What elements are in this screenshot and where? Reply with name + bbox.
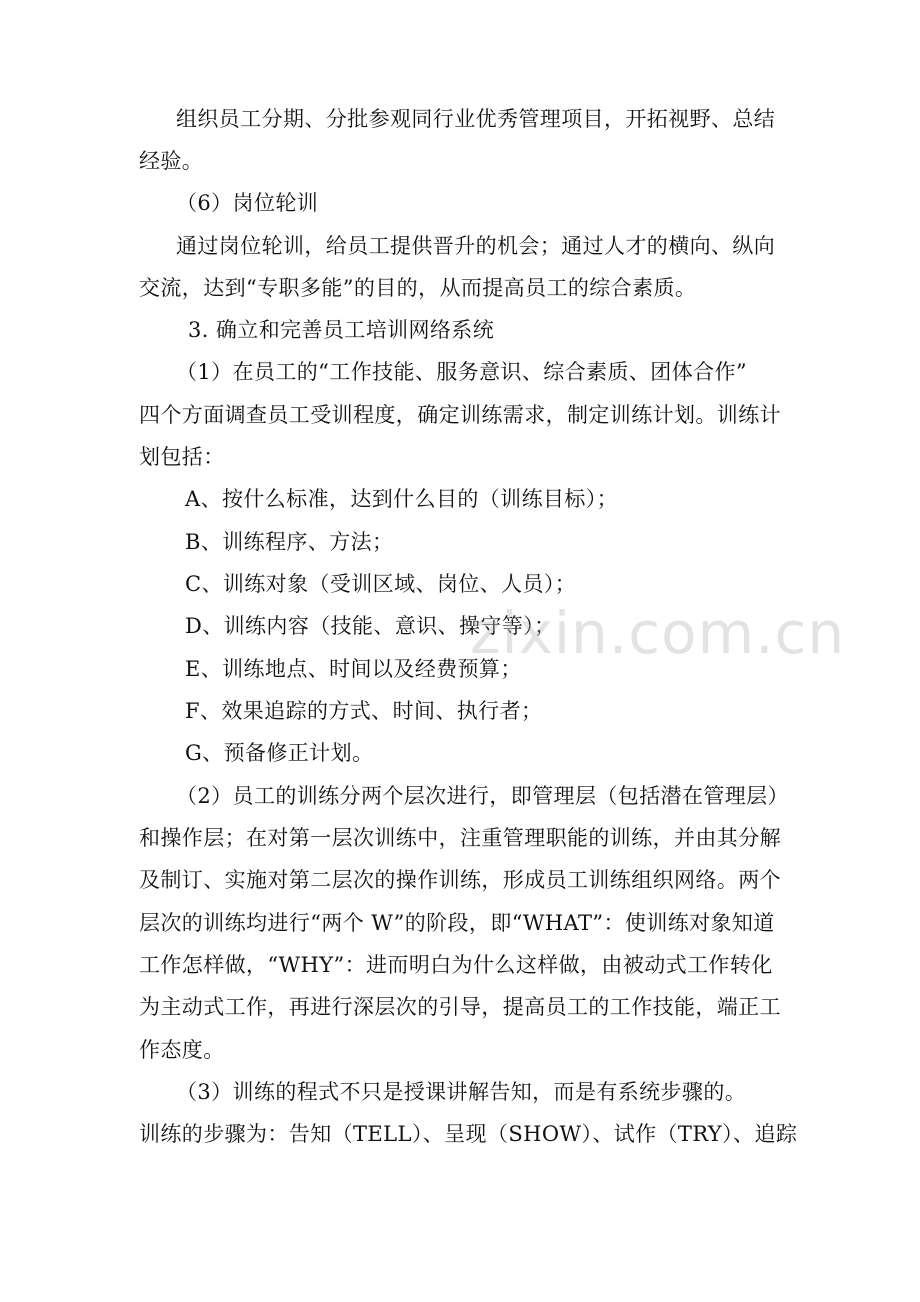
paragraph-line: 训练的步骤为：告知（TELL）、呈现（SHOW）、试作（TRY）、追踪 <box>139 1122 798 1146</box>
paragraph-line: 为主动式工作，再进行深层次的引导，提高员工的工作技能，端正工 <box>139 995 781 1019</box>
paragraph-line: 作态度。 <box>139 1038 225 1062</box>
paragraph-line: 层次的训练均进行“两个 W”的阶段，即“WHAT”：使训练对象知道 <box>139 911 775 935</box>
section-heading: 3. 确立和完善员工培训网络系统 <box>188 318 495 342</box>
list-item: G、预备修正计划。 <box>185 741 374 765</box>
list-item: C、训练对象（受训区域、岗位、人员）； <box>185 572 577 596</box>
paragraph-line: 经验。 <box>139 149 204 173</box>
section-heading: （6）岗位轮训 <box>176 191 319 215</box>
paragraph-line: （2）员工的训练分两个层次进行，即管理层（包括潜在管理层） <box>176 784 789 808</box>
paragraph-line: 和操作层；在对第一层次训练中，注重管理职能的训练，并由其分解 <box>139 826 781 850</box>
paragraph-line: 划包括： <box>139 445 225 469</box>
list-item: B、训练程序、方法； <box>185 530 394 554</box>
paragraph-line: 通过岗位轮训，给员工提供晋升的机会；通过人才的横向、纵向 <box>176 234 776 258</box>
paragraph-line: 组织员工分期、分批参观同行业优秀管理项目，开拓视野、总结 <box>176 107 776 131</box>
paragraph-line: （3）训练的程式不只是授课讲解告知，而是有系统步骤的。 <box>176 1080 747 1104</box>
list-item: F、效果追踪的方式、时间、执行者； <box>185 699 543 723</box>
paragraph-line: 工作怎样做，“WHY”：进而明白为什么这样做，由被动式工作转化 <box>139 953 773 977</box>
list-item: D、训练内容（技能、意识、操守等）； <box>185 614 556 638</box>
paragraph-line: 交流，达到“专职多能”的目的，从而提高员工的综合素质。 <box>139 276 697 300</box>
paragraph-line: （1）在员工的“工作技能、服务意识、综合素质、团体合作” <box>176 360 748 384</box>
watermark: zixin.com.cn <box>470 599 846 667</box>
paragraph-line: 及制订、实施对第二层次的操作训练，形成员工训练组织网络。两个 <box>139 868 781 892</box>
paragraph-line: 四个方面调查员工受训程度，确定训练需求，制定训练计划。训练计 <box>139 403 781 427</box>
list-item: A、按什么标准，达到什么目的（训练目标）； <box>185 487 619 511</box>
list-item: E、训练地点、时间以及经费预算； <box>185 657 522 681</box>
